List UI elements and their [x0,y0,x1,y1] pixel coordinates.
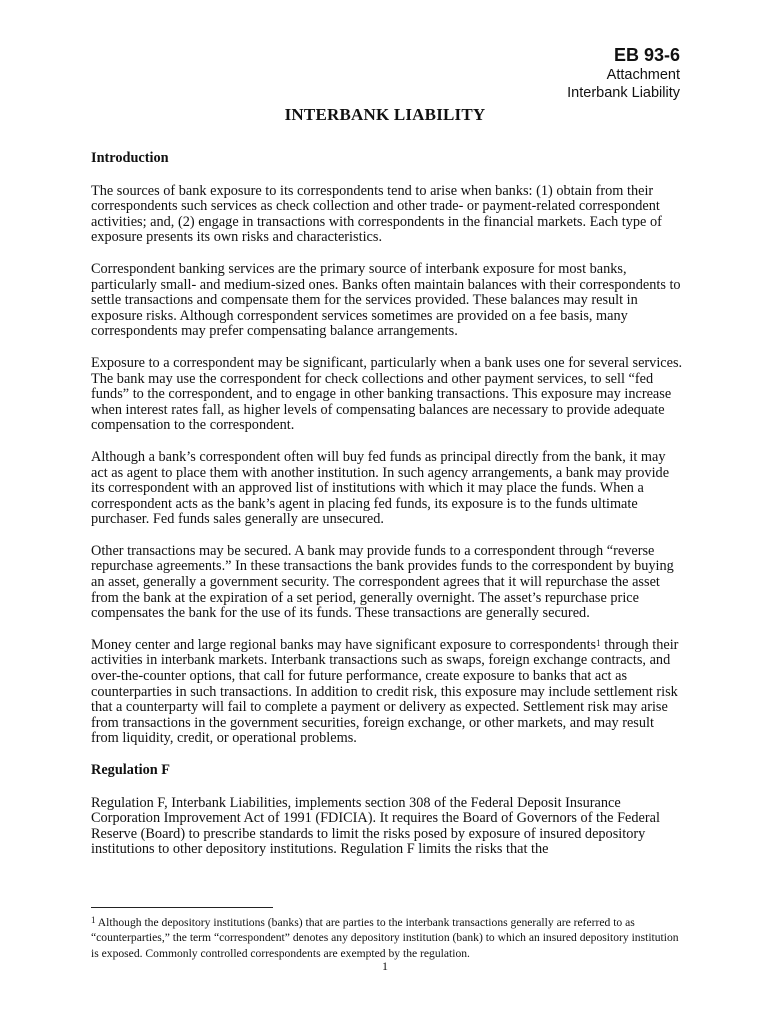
paragraph: Regulation F, Interbank Liabilities, implements section 308 of the Federal Deposit Insurance Corporation Improvement Act of 1991 (FDICIA). It requires the Board of Governors of the Federal Reserve (Board) to prescribe standards to limit the risks posed by exposure of insured depository institutions to other depository institutions. Regulation F limits the risks that the [91,794,660,858]
page-title: INTERBANK LIABILITY [284,105,486,124]
header-attachment: Attachment [606,67,680,83]
header-subject: Interbank Liability [567,85,680,101]
paragraph: Exposure to a correspondent may be significant, particularly when a bank uses one for several services. The bank may use the correspondent for check collections and other payment services, to sell “fed funds” to the correspondent, and to engage in other banking transactions. This exposure may increase when interest rates fall, as higher levels of compensating balances are necessary to provide adequate compensation to the correspondent. [91,354,683,434]
document-body [91,151,684,874]
footnote [91,915,684,961]
section-heading-introduction: Introduction [91,150,169,166]
paragraph: Although a bank’s correspondent often will buy fed funds as principal directly from the bank, it may act as agent to place them with another institution. In such agency arrangements, a bank may provide its correspondent with an approved list of institutions with which it may place the funds. When a correspondent acts as the bank’s agent in placing fed funds, its exposure is to the funds ultimate purchaser. Fed funds sales generally are unsecured. [91,448,670,528]
document-header [567,44,680,102]
paragraph: Other transactions may be secured. A bank may provide funds to a correspondent through “reverse repurchase agreements.” In these transactions the bank provides funds to the correspondent by buying an asset, generally a government security. The correspondent agrees that it will repurchase the asset from the bank at the expiration of a set period, generally overnight. The asset’s repurchase price compensates the bank for the use of its funds. These transactions are generally secured. [91,542,674,622]
paragraph: The sources of bank exposure to its correspondents tend to arise when banks: (1) obtain from their correspondents such services as check collection and other trade- or payment-related correspondent activities; and, (2) engage in transactions with correspondents in the financial markets. Each type of exposure presents its own risks and characteristics. [91,182,662,246]
footnote-marker: 1 [91,915,96,925]
paragraph-with-footnote-ref [91,638,684,747]
paragraph: Correspondent banking services are the primary source of interbank exposure for most banks, particularly small- and medium-sized ones. Banks often maintain balances with their correspondents to settle transactions and compensate them for the services provided. These balances may result in exposure risks. Although correspondent services sometimes are provided on a fee basis, many correspondents may prefer compensating balance arrangements. [91,260,681,340]
page-number: 1 [382,959,388,973]
paragraph-text: Money center and large regional banks may have significant exposure to correspondents [91,636,597,653]
footnote-divider [91,907,273,908]
bulletin-code: EB 93-6 [613,45,680,65]
footnote-reference: 1 [596,637,601,648]
footnote-text: Although the depository institutions (banks) that are parties to the interbank transactions generally are referred to as “counterparties,” the term “correspondent” denotes any depository institution (bank) to which an insured depository institution is exposed. Commonly controlled correspondents are exempted by the regulation. [91,916,679,960]
paragraph-text: through their activities in interbank markets. Interbank transactions such as swaps, foreign exchange contracts, and over-the-counter options, that call for future performance, create exposure to banks that act as counterparties in such transactions. In addition to credit risk, this exposure may include settlement risk that a counterparty will fail to complete a payment or delivery as expected. Settlement risk may arise from transactions in the government securities, foreign exchange, or other markets, and may result from liquidity, credit, or operational problems. [91,636,679,747]
section-heading-regulation-f: Regulation F [91,762,171,778]
